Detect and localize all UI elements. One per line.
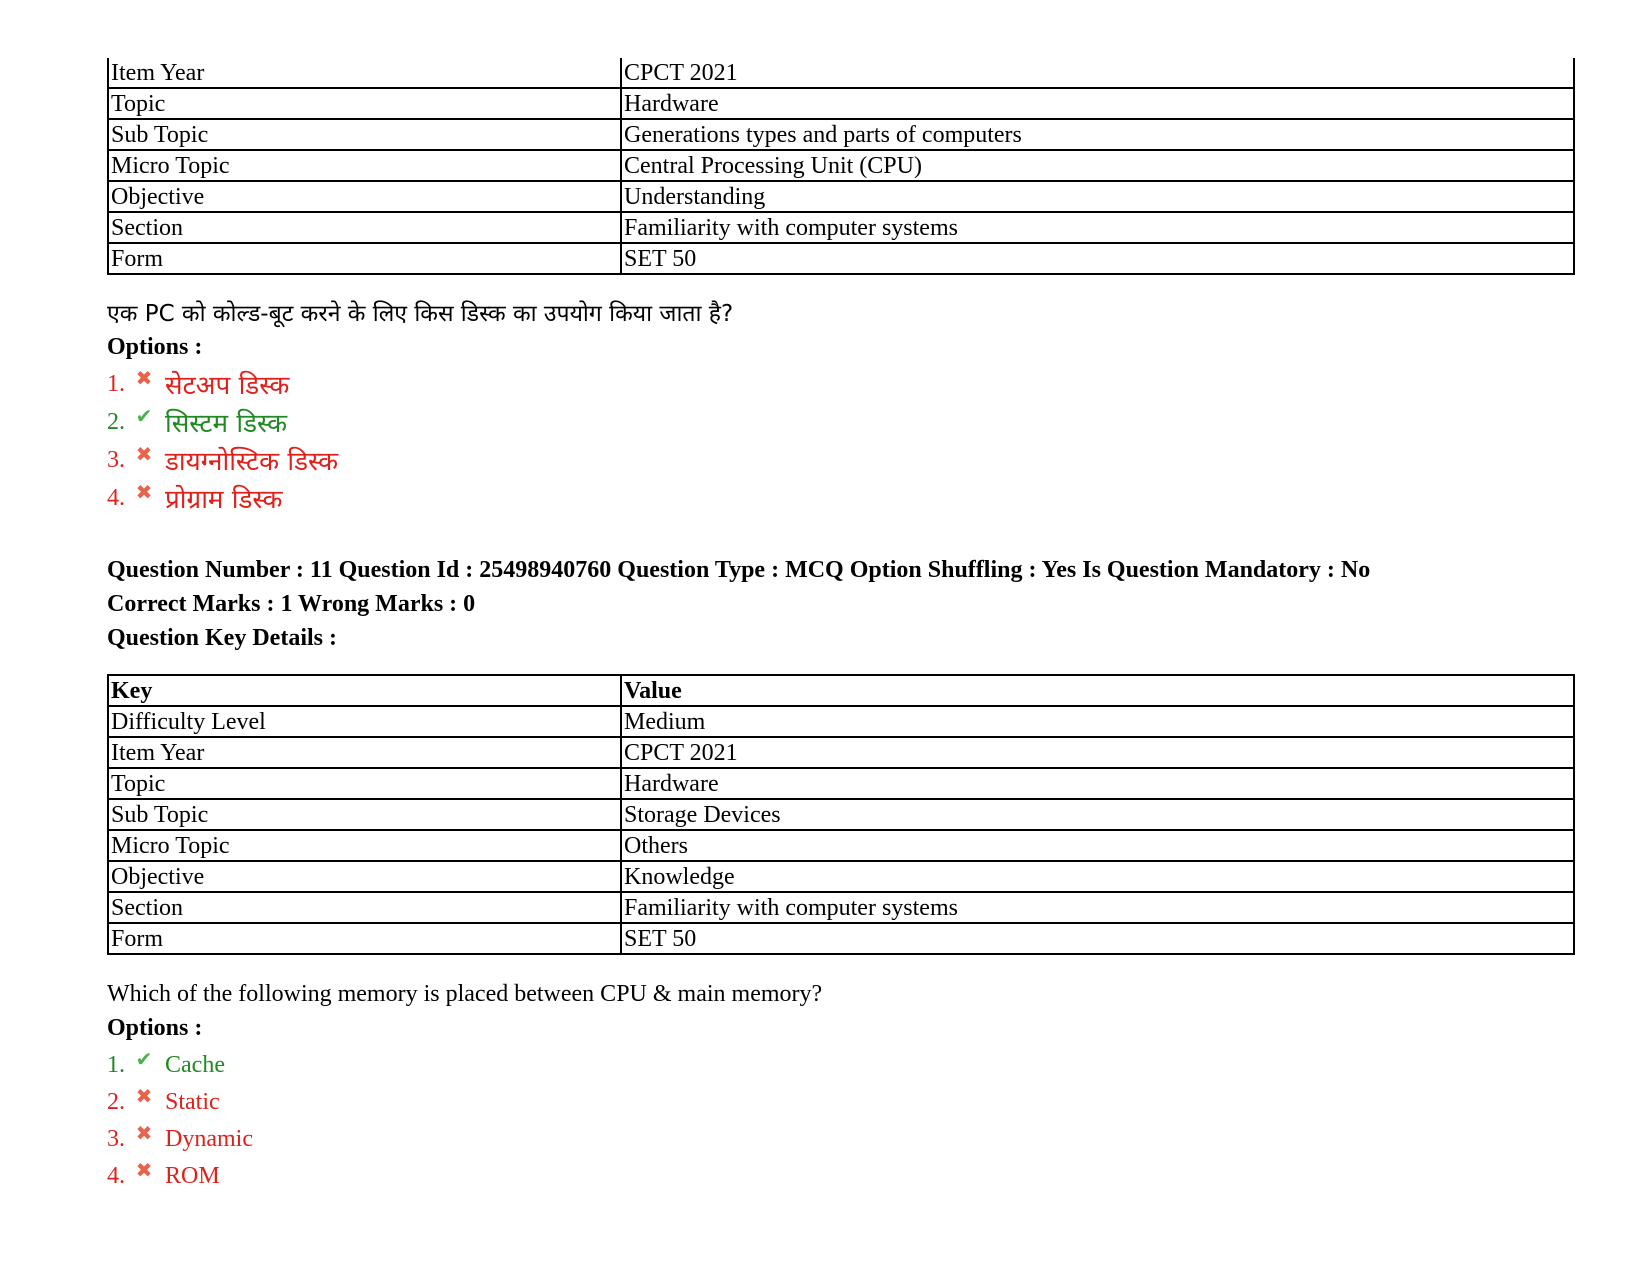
table-row (108, 150, 1574, 181)
detail-key: Difficulty Level (108, 706, 621, 737)
cross-icon: ✖ (135, 1158, 153, 1182)
q11-option-4 (107, 1158, 220, 1194)
table-row (108, 892, 1574, 923)
q10-option-2 (107, 404, 287, 440)
detail-value: Medium (621, 706, 1574, 737)
detail-key: Objective (108, 181, 621, 212)
detail-value: SET 50 (621, 923, 1574, 954)
cross-icon: ✖ (135, 480, 153, 504)
cross-icon: ✖ (135, 442, 153, 466)
q11-meta-line: Question Number : 11 Question Id : 25498940760 Question Type : MCQ Option Shuffling : Yes Is Question Mandatory : No (107, 557, 1371, 583)
option-text: Cache (165, 1051, 225, 1078)
detail-value: Others (621, 830, 1574, 861)
option-text: Dynamic (165, 1125, 253, 1152)
table-row (108, 861, 1574, 892)
detail-value: Knowledge (621, 861, 1574, 892)
table-row (108, 58, 1574, 88)
option-text: प्रोग्राम डिस्क (165, 485, 283, 515)
detail-key: Sub Topic (108, 799, 621, 830)
header-key: Key (108, 675, 621, 706)
option-number: 2. (107, 1088, 125, 1115)
q11-marks-line: Correct Marks : 1 Wrong Marks : 0 (107, 591, 476, 617)
header-value: Value (621, 675, 1574, 706)
detail-key: Section (108, 892, 621, 923)
q11-question-text: Which of the following memory is placed between CPU & main memory? (107, 981, 823, 1007)
q10-options-label: Options : (107, 334, 203, 360)
q11-key-details-label: Question Key Details : (107, 625, 337, 651)
detail-key: Micro Topic (108, 150, 621, 181)
detail-key: Form (108, 243, 621, 274)
detail-value: CPCT 2021 (621, 737, 1574, 768)
detail-value: Hardware (621, 768, 1574, 799)
q11-options-label: Options : (107, 1015, 203, 1041)
detail-key: Form (108, 923, 621, 954)
detail-value: Familiarity with computer systems (621, 892, 1574, 923)
table-header-row (108, 675, 1574, 706)
option-text: Static (165, 1088, 220, 1115)
detail-value: SET 50 (621, 243, 1574, 274)
option-number: 1. (107, 370, 125, 397)
table-row (108, 799, 1574, 830)
table-row (108, 119, 1574, 150)
table-row (108, 768, 1574, 799)
detail-value: Central Processing Unit (CPU) (621, 150, 1574, 181)
cross-icon: ✖ (135, 1084, 153, 1108)
q10-option-3 (107, 442, 338, 478)
detail-value: CPCT 2021 (621, 58, 1574, 88)
q11-key-details-table (107, 674, 1575, 955)
table-row (108, 181, 1574, 212)
detail-value: Familiarity with computer systems (621, 212, 1574, 243)
q10-question-text: एक PC को कोल्ड-बूट करने के लिए किस डिस्क का उपयोग किया जाता है? (107, 301, 734, 327)
option-number: 1. (107, 1051, 125, 1078)
table-row (108, 88, 1574, 119)
detail-value: Storage Devices (621, 799, 1574, 830)
q10-key-details-table (107, 58, 1575, 275)
detail-key: Item Year (108, 58, 621, 88)
option-text: डायग्नोस्टिक डिस्क (165, 447, 339, 477)
q10-option-4 (107, 480, 282, 516)
option-text: ROM (165, 1162, 220, 1189)
table-row (108, 923, 1574, 954)
detail-value: Generations types and parts of computers (621, 119, 1574, 150)
option-number: 4. (107, 484, 125, 511)
option-number: 3. (107, 1125, 125, 1152)
option-number: 4. (107, 1162, 125, 1189)
table-row (108, 737, 1574, 768)
detail-key: Item Year (108, 737, 621, 768)
detail-key: Section (108, 212, 621, 243)
table-row (108, 212, 1574, 243)
q11-option-2 (107, 1084, 220, 1120)
q11-option-3 (107, 1121, 253, 1157)
check-icon: ✔ (135, 404, 153, 428)
table-row (108, 830, 1574, 861)
q10-option-1 (107, 366, 289, 402)
option-text: सेटअप डिस्क (165, 371, 290, 401)
detail-key: Sub Topic (108, 119, 621, 150)
cross-icon: ✖ (135, 366, 153, 390)
table-row (108, 706, 1574, 737)
option-number: 3. (107, 446, 125, 473)
detail-key: Micro Topic (108, 830, 621, 861)
table-row (108, 243, 1574, 274)
check-icon: ✔ (135, 1047, 153, 1071)
detail-value: Understanding (621, 181, 1574, 212)
option-text: सिस्टम डिस्क (165, 409, 288, 439)
option-number: 2. (107, 408, 125, 435)
q11-option-1 (107, 1047, 225, 1083)
cross-icon: ✖ (135, 1121, 153, 1145)
detail-value: Hardware (621, 88, 1574, 119)
detail-key: Topic (108, 768, 621, 799)
detail-key: Objective (108, 861, 621, 892)
detail-key: Topic (108, 88, 621, 119)
